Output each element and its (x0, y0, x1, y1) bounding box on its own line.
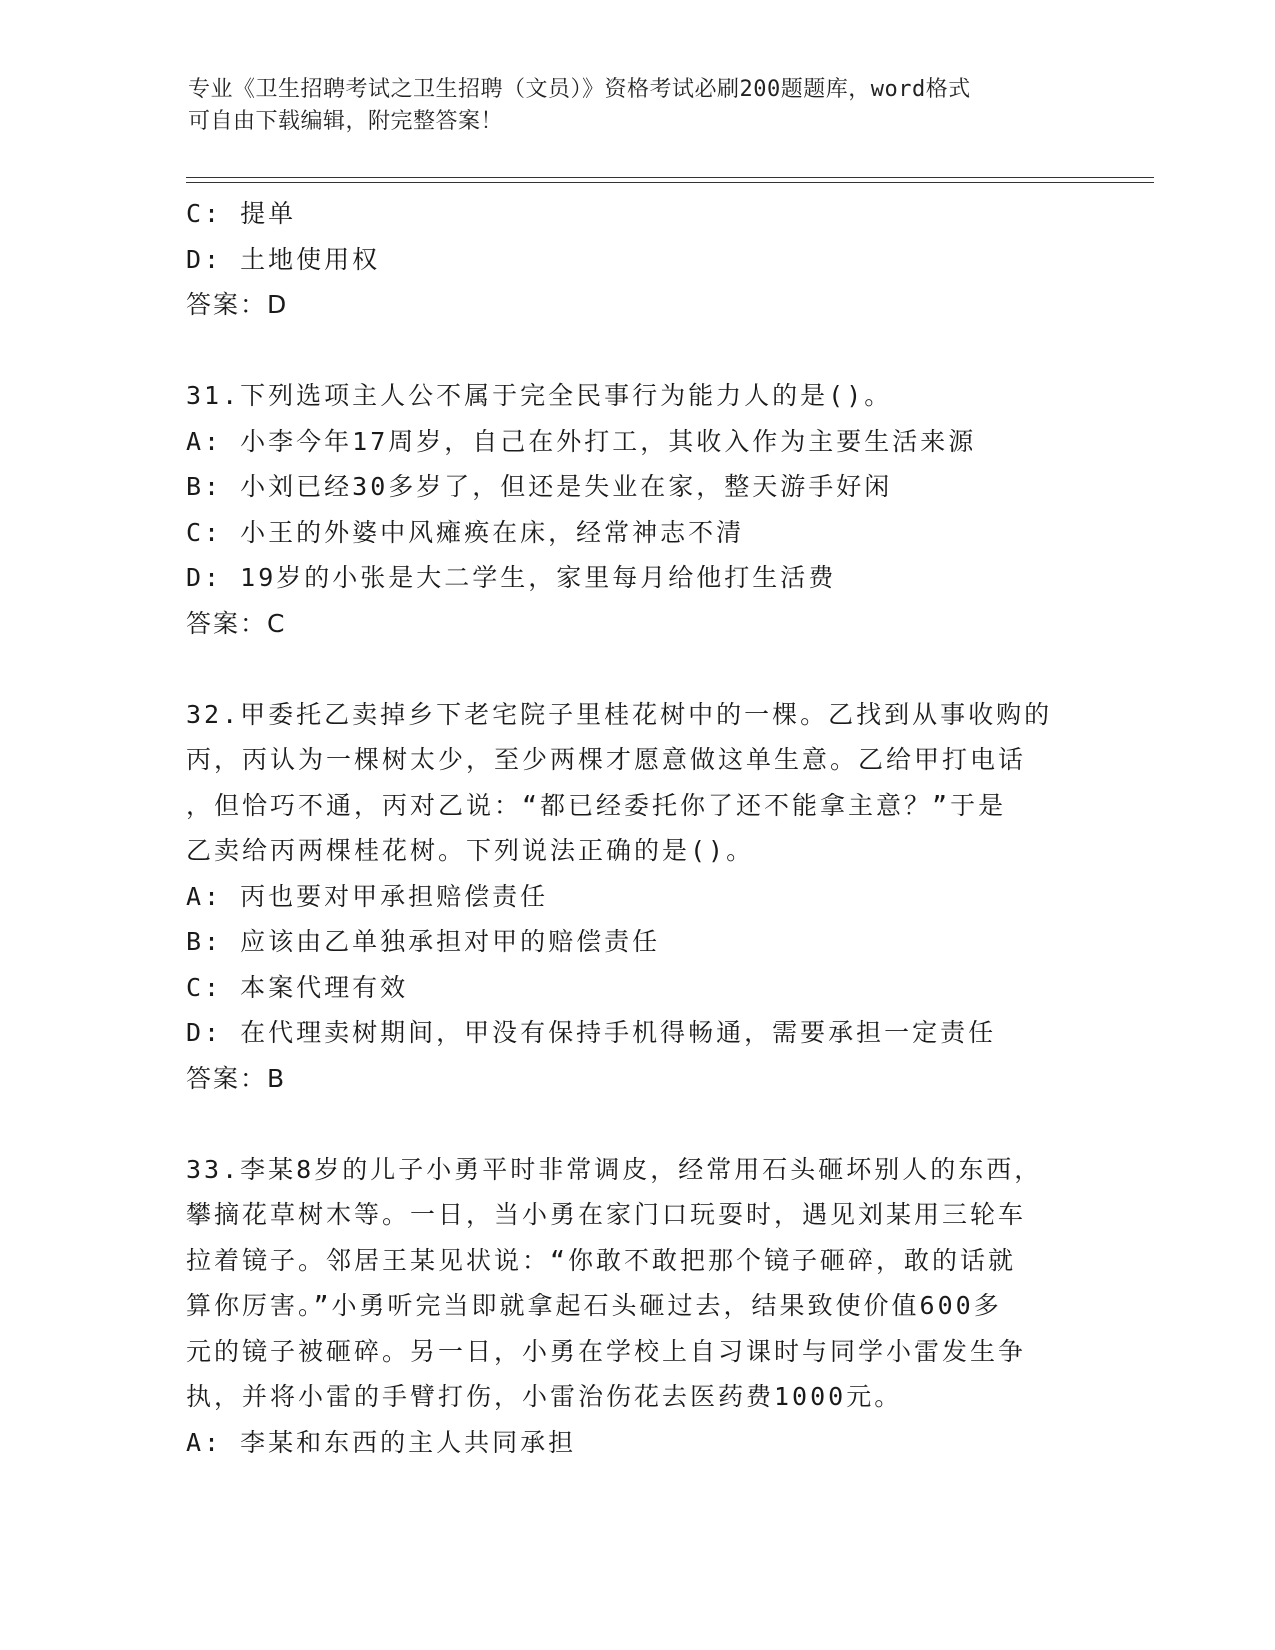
q33-stem-line-1: 33.李某8岁的儿子小勇平时非常调皮，经常用石头砸坏别人的东西， (186, 1154, 1043, 1184)
spacer (186, 646, 1086, 692)
q33-stem-line-4: 算你厉害。”小勇听完当即就拿起石头砸过去，结果致使价值600多 (186, 1291, 1002, 1320)
q31-option-a: A: 小李今年17周岁，自己在外打工，其收入作为主要生活来源 (186, 426, 977, 456)
header-line-2: 可自由下载编辑，附完整答案！ (188, 109, 504, 134)
document-header (188, 74, 1068, 138)
q31-stem: 31.下列选项主人公不属于完全民事行为能力人的是()。 (186, 381, 893, 410)
q33-stem-line-5: 元的镜子被砸碎。另一日，小勇在学校上自习课时与同学小雷发生争 (186, 1336, 1027, 1366)
q32-stem-line-2: 丙，丙认为一棵树太少，至少两棵才愿意做这单生意。乙给甲打电话 (186, 745, 1027, 774)
header-rule-top (186, 177, 1154, 178)
q32-stem-line-1: 32.甲委托乙卖掉乡下老宅院子里桂花树中的一棵。乙找到从事收购的 (186, 699, 1053, 729)
q32-option-a: A: 丙也要对甲承担赔偿责任 (186, 881, 549, 911)
q32-option-c: C: 本案代理有效 (186, 972, 409, 1002)
q33-stem-line-3: 拉着镜子。邻居王某见状说：“你敢不敢把那个镜子砸碎，敢的话就 (186, 1245, 1017, 1275)
q33-option-a: A: 李某和东西的主人共同承担 (186, 1427, 577, 1457)
q32-option-d: D: 在代理卖树期间，甲没有保持手机得畅通，需要承担一定责任 (186, 1018, 997, 1047)
prev-option-d: D: 土地使用权 (186, 244, 381, 274)
q32-answer: 答案：B (186, 1063, 287, 1093)
q32-option-b: B: 应该由乙单独承担对甲的赔偿责任 (186, 927, 661, 956)
spacer (186, 1101, 1086, 1147)
q31-option-c: C: 小王的外婆中风瘫痪在床，经常神志不清 (186, 517, 745, 547)
q33-stem-line-6: 执，并将小雷的手臂打伤，小雷治伤花去医药费1000元。 (186, 1382, 903, 1411)
prev-option-c: C: 提单 (186, 199, 297, 228)
q31-answer: 答案：C (186, 608, 287, 638)
header-line-1: 专业《卫生招聘考试之卫生招聘（文员）》资格考试必刷200题题库，word格式 (188, 77, 971, 102)
spacer (186, 328, 1086, 374)
header-rule-bottom (186, 182, 1154, 183)
q31-option-b: B: 小刘已经30多岁了，但还是失业在家，整天游手好闲 (186, 472, 893, 501)
q31-option-d: D: 19岁的小张是大二学生，家里每月给他打生活费 (186, 563, 837, 592)
document-body (186, 191, 1086, 1465)
q32-stem-line-3: ，但恰巧不通，丙对乙说：“都已经委托你了还不能拿主意？”于是 (186, 790, 1007, 820)
q32-stem-line-4: 乙卖给丙两棵桂花树。下列说法正确的是()。 (186, 836, 755, 865)
prev-answer: 答案：D (186, 290, 289, 319)
q33-stem-line-2: 攀摘花草树木等。一日，当小勇在家门口玩耍时，遇见刘某用三轮车 (186, 1200, 1027, 1229)
